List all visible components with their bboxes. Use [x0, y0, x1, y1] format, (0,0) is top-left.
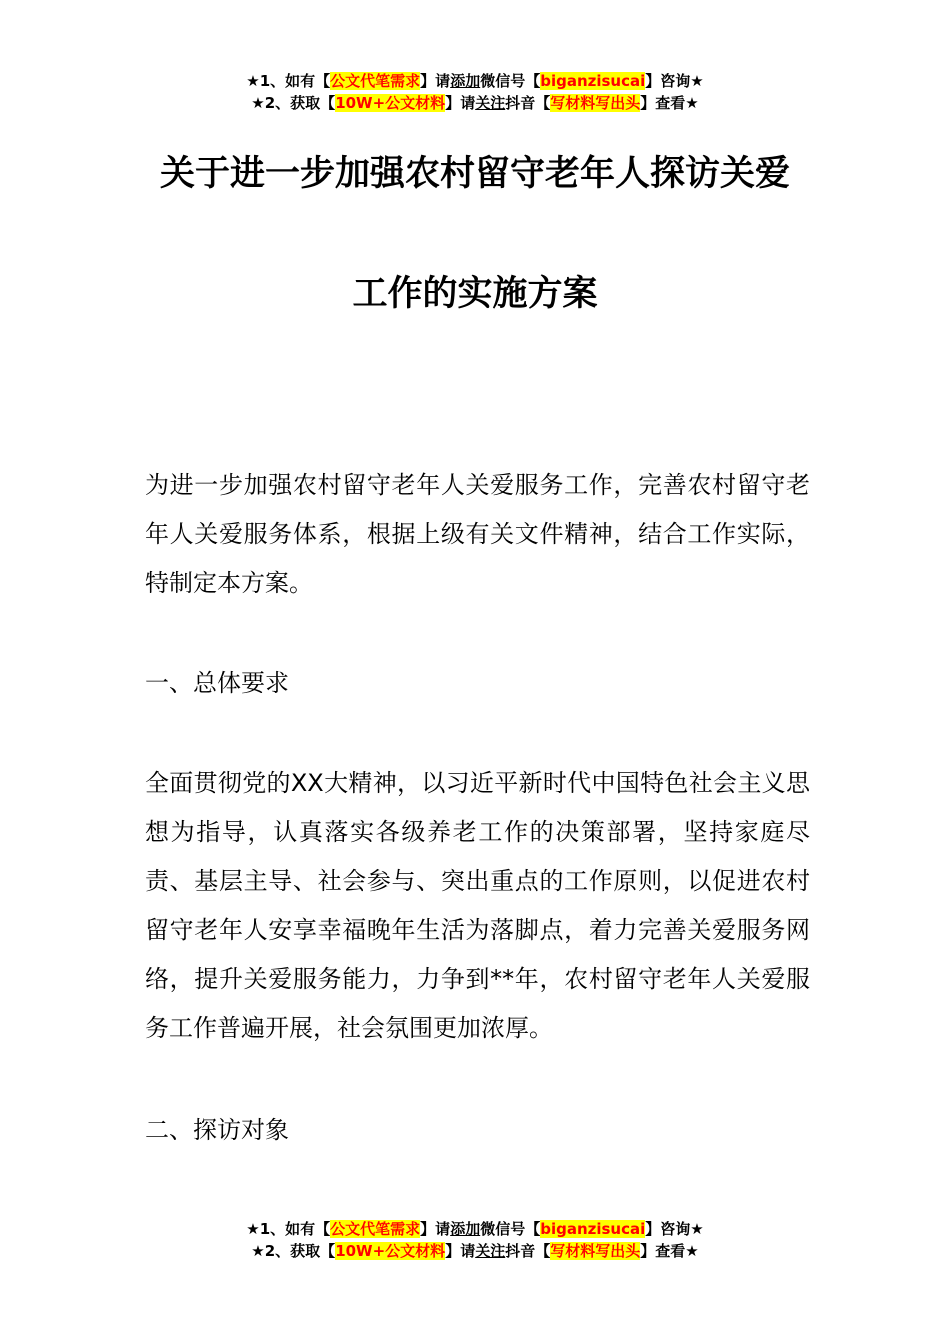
promo-line-1 [0, 1218, 950, 1240]
promo-text: 微信号【 [480, 1220, 541, 1238]
promo-banner-bottom [0, 1218, 950, 1262]
promo-text: 抖音【 [505, 94, 551, 112]
promo-text: 】请 [420, 72, 451, 90]
promo-line-2 [0, 92, 950, 114]
promo-text: 】查看★ [640, 1242, 699, 1260]
promo-underline: 添加 [450, 72, 481, 90]
promo-highlight: biganzisucai [540, 1220, 646, 1238]
section-heading-1: 一、总体要求 [145, 669, 289, 697]
promo-text: ★2、获取【 [251, 1242, 336, 1260]
promo-highlight: 写材料写出头 [550, 1242, 641, 1260]
promo-text: 抖音【 [505, 1242, 551, 1260]
promo-text: 】请 [445, 1242, 476, 1260]
promo-text: 】查看★ [640, 94, 699, 112]
document-title-line-1: 关于进一步加强农村留守老年人探访关爱 [159, 154, 790, 194]
promo-text: 】咨询★ [645, 1220, 704, 1238]
promo-underline: 关注 [475, 1242, 506, 1260]
promo-highlight: 写材料写出头 [550, 94, 641, 112]
promo-text: 微信号【 [480, 72, 541, 90]
promo-highlight: 10W+公文材料 [335, 1242, 446, 1260]
promo-banner-top [0, 70, 950, 114]
promo-text: 】咨询★ [645, 72, 704, 90]
promo-highlight: biganzisucai [540, 72, 646, 90]
promo-text: 】请 [445, 94, 476, 112]
promo-line-1 [0, 70, 950, 92]
document-title-line-2: 工作的实施方案 [352, 274, 598, 314]
promo-text: 】请 [420, 1220, 451, 1238]
promo-underline: 添加 [450, 1220, 481, 1238]
promo-highlight: 10W+公文材料 [335, 94, 446, 112]
promo-line-2 [0, 1240, 950, 1262]
promo-highlight: 公文代笔需求 [330, 72, 421, 90]
promo-highlight: 公文代笔需求 [330, 1220, 421, 1238]
promo-text: ★1、如有【 [246, 1220, 331, 1238]
section-heading-2: 二、探访对象 [145, 1116, 289, 1144]
promo-underline: 关注 [475, 94, 506, 112]
section-1-paragraph: 全面贯彻党的XX大精神，以习近平新时代中国特色社会主义思想为指导，认真落实各级养老工作的决策部署，坚持家庭尽责、基层主导、社会参与、突出重点的工作原则，以促进农村留守老年人安享幸福晚年生活为落脚点，着力完善关爱服务网络，提升关爱服务能力，力争到**年，农村留守老年人关爱服务工作普遍开展，社会氛围更加浓厚。 [145, 769, 810, 1042]
promo-text: ★1、如有【 [246, 72, 331, 90]
promo-text: ★2、获取【 [251, 94, 336, 112]
intro-paragraph: 为进一步加强农村留守老年人关爱服务工作，完善农村留守老年人关爱服务体系，根据上级有关文件精神，结合工作实际，特制定本方案。 [145, 471, 810, 597]
